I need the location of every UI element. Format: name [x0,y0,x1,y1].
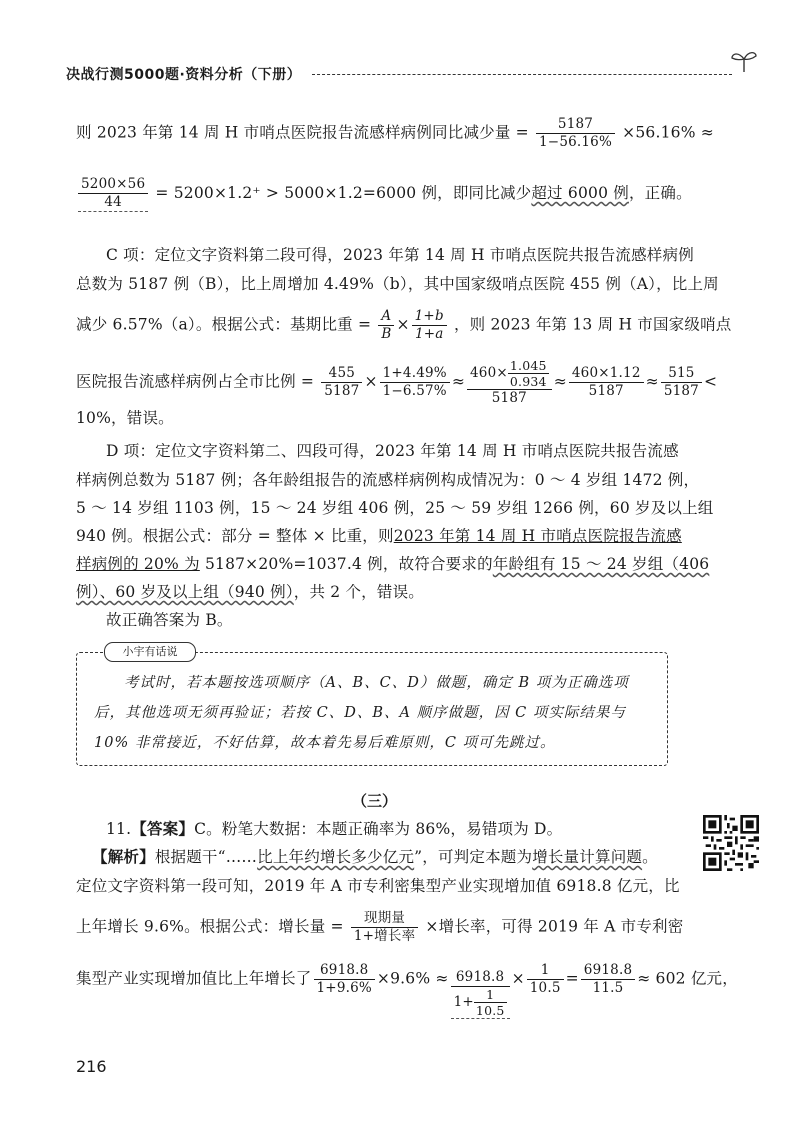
fraction: $\frac{\text{现期量}}{\text{1+增长率}}$ [351,910,418,945]
fraction: $\frac{5187}{1-56.16\%}$ [536,116,615,151]
text-line: 940 例。根据公式：部分 = 整体 × 比重，则2023 年第 14 周 H 市哨点医院报告流感 [76,527,682,545]
text-line: 总数为 5187 例（B），比上周增加 4.49%（b），其中国家级哨点医院 455 例（A），比上周 [76,275,719,293]
text-line: C 项：定位文字资料第二段可得，2023 年第 14 周 H 市哨点医院共报告流感样病例 [106,246,694,264]
text-line: 样病例的 20% 为 5187×20%=1037.4 例，故符合要求的年龄组有 15 ～ 24 岁组（406 [76,555,710,573]
section-title: （三） [352,792,398,810]
tip-line: 10% 非常接近，不好估算，故本着先易后难原则，C 项可先跳过。 [94,735,556,751]
fraction: 6918.8 1+ $\frac{1}{10.5}$ [451,969,510,1019]
fraction: $\frac{455}{5187}$ [321,365,362,400]
text-line: 样病例总数为 5187 例；各年龄组报告的流感样病例构成情况为：0 ～ 4 岁组 1472 例， [76,471,700,489]
tip-tag: 小宇有话说 [104,642,196,662]
text-line: 10%，错误。 [76,409,174,427]
answer-line: 11.【答案】C。粉笔大数据：本题正确率为 86%，易错项为 D。 [106,819,563,838]
fraction: $\frac{5200\times 56}{44}$ [78,176,148,212]
fraction: $\frac{1+4.49\%}{1-6.57\%}$ [380,365,450,400]
running-header-title: 决战行测5000题·资料分析（下册） [66,67,302,83]
text-line: 则 2023 年第 14 周 H 市哨点医院报告流感样病例同比减少量 = $\frac{5187}{1-56.16\%}$ ×56.16% ≈ [76,116,714,150]
fraction: $\frac{460\times 1.12}{5187}$ [569,365,644,400]
text-line: $\frac{5200\times 56}{44}$ = 5200×1.2⁺ > 5000×1.2=6000 例，即同比减少超过 6000 例，正确。 [76,176,692,212]
conclusion-line: 故正确答案为 B。 [106,611,233,629]
text-line: 集型产业实现增加值比上年增长了 $\frac{6918.8}{1+9.6\%}$ ×9.6% ≈ 6918.8 1+ $\frac{1}{10.5}$ × $\frac{1}{10.5}$ = $\frac{6918.8}{11.5}$ ≈ 602 亿元， [76,962,738,1018]
header-divider [312,74,732,75]
qr-code-icon[interactable] [703,815,759,871]
fraction: $\frac{A}{B}$ [378,308,394,343]
fraction: $\frac{515}{5187}$ [661,365,702,400]
text-line: D 项：定位文字资料第二、四段可得，2023 年第 14 周 H 市哨点医院共报告流感 [106,442,679,460]
fraction: 460× $\frac{1.045}{0.934}$ 5187 [467,358,552,407]
tip-line: 后，其他选项无须再验证；若按 C、D、B、A 顺序做题，因 C 项实际结果与 [94,705,626,721]
text-line: 5 ～ 14 岁组 1103 例，15 ～ 24 岁组 406 例，25 ～ 59 岁组 1266 例，60 岁及以上组 [76,499,714,517]
text-line: 上年增长 9.6%。根据公式：增长量 = $\frac{\text{现期量}}{\text{1+增长率}}$ ×增长率，可得 2019 年 A 市专利密 [76,910,684,944]
text-line: 医院报告流感样病例占全市比例 = $\frac{455}{5187}$ × $\frac{1+4.49\%}{1-6.57\%}$ ≈ 460× $\frac{1.045}{0.934}$ 5187 ≈ $\frac{460\times 1.12}{5187}$ ≈ $\frac{515}{5187}$ < [76,358,718,406]
text-line: 例）、60 岁及以上组（940 例），共 2 个，错误。 [76,583,424,601]
fraction: $\frac{1+b}{1+a}$ [412,308,447,343]
fraction: $\frac{1}{10.5}$ [527,962,564,997]
analysis-line: 【解析】根据题干“……比上年约增长多少亿元”，可判定本题为增长量计算问题。 [92,847,658,866]
sprout-icon [730,48,758,74]
page-number: 216 [76,1057,107,1076]
text-line: 定位文字资料第一段可知，2019 年 A 市专利密集型产业实现增加值 6918.8 亿元，比 [76,877,680,895]
tip-line: 考试时，若本题按选项顺序（A、B、C、D）做题，确定 B 项为正确选项 [124,675,629,691]
fraction: $\frac{6918.8}{1+9.6\%}$ [314,962,375,997]
text-line: 减少 6.57%（a）。根据公式：基期比重 = $\frac{A}{B}$ × $\frac{1+b}{1+a}$ ，则 2023 年第 13 周 H 市国家级哨点 [76,308,732,342]
fraction: $\frac{6918.8}{11.5}$ [581,962,635,997]
